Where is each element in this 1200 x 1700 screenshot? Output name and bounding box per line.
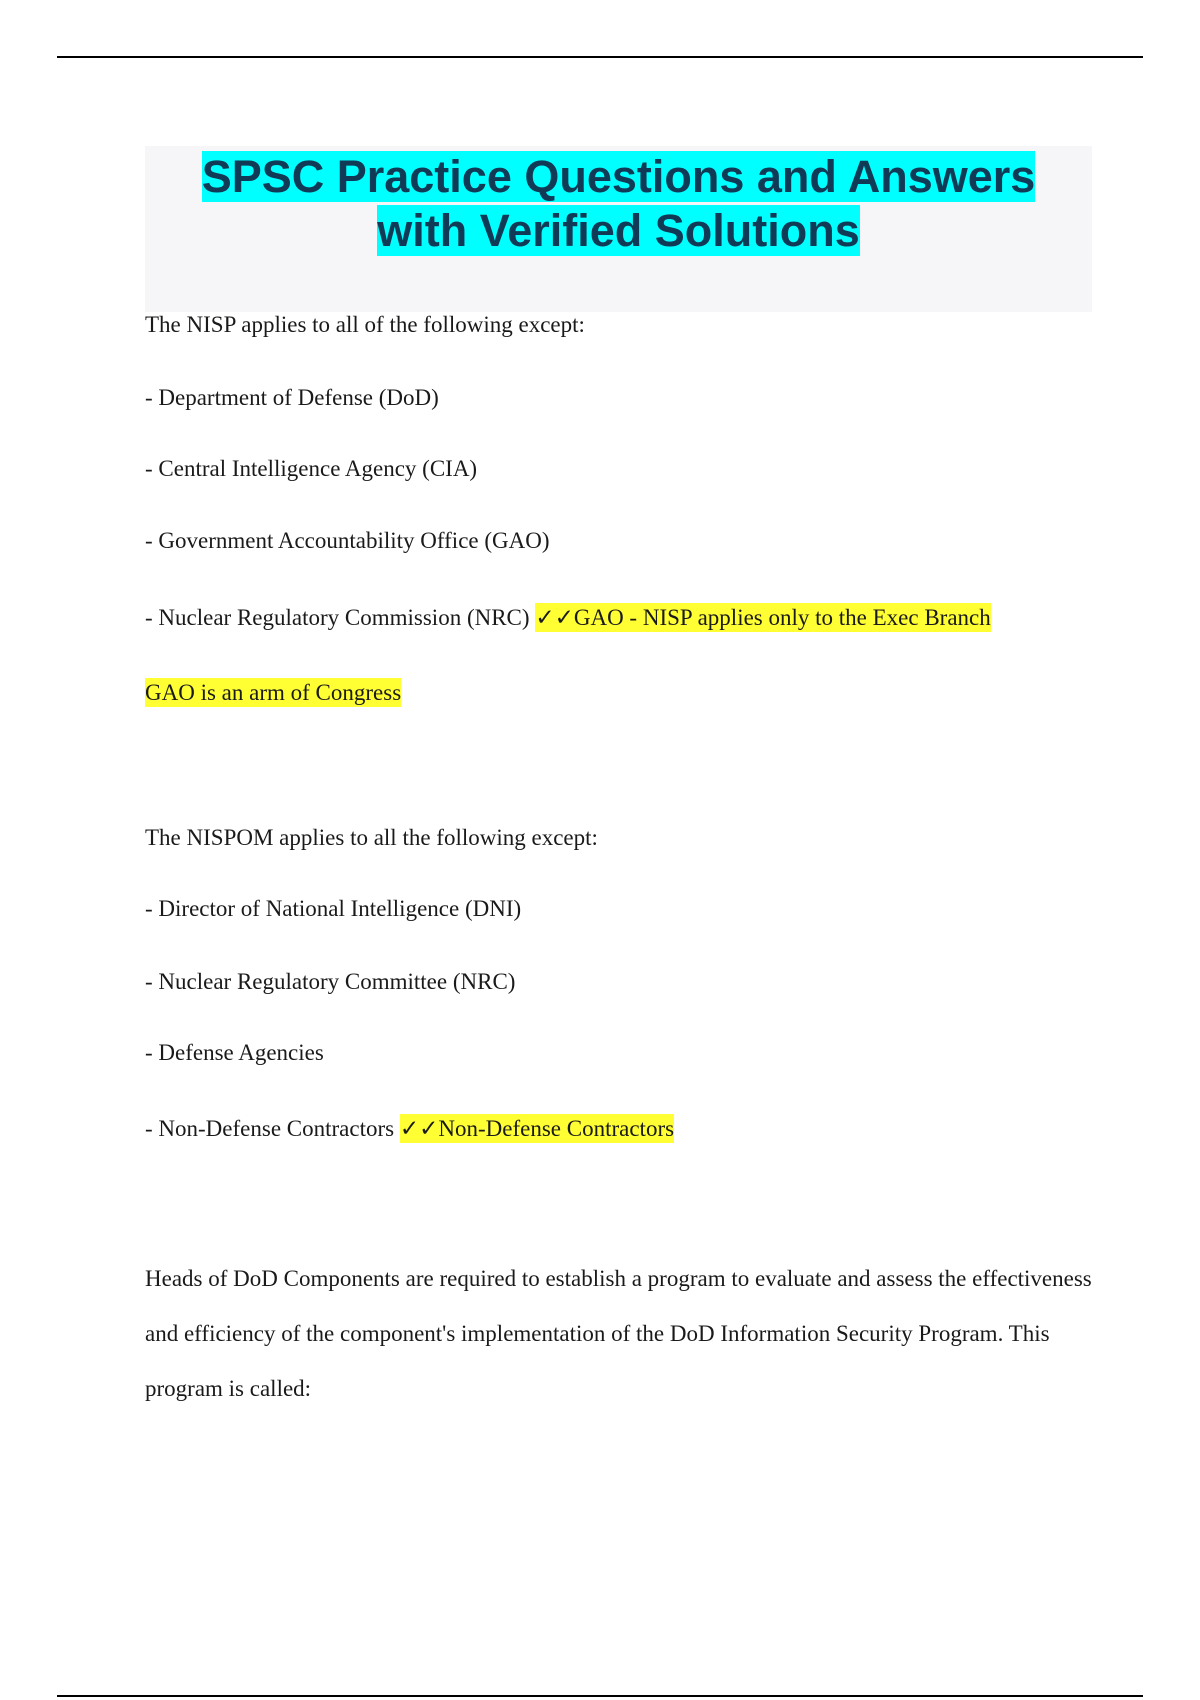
- q1-option-4: - Nuclear Regulatory Commission (NRC): [145, 605, 536, 630]
- q2-option-3: - Defense Agencies: [145, 1040, 324, 1065]
- title-line-1: SPSC Practice Questions and Answers: [201, 151, 1036, 202]
- q1-answer-line-2: [145, 678, 401, 708]
- q3-question: Heads of DoD Components are required to establish a program to evaluate and assess the effectiveness and efficiency of the component's implementation of the DoD Information Security Program. This program is called:: [145, 1266, 1092, 1401]
- q2-question: The NISPOM applies to all the following except:: [145, 825, 598, 850]
- q2-option-1: - Director of National Intelligence (DNI): [145, 896, 522, 921]
- title-line-2: with Verified Solutions: [377, 205, 860, 256]
- q1-question: The NISP applies to all of the following except:: [145, 312, 585, 337]
- q1-option-1: - Department of Defense (DoD): [145, 385, 439, 410]
- q2-answer: ✓✓Non-Defense Contractors: [399, 1116, 675, 1141]
- q2-option-4: - Non-Defense Contractors: [145, 1116, 400, 1141]
- q2-option-2: - Nuclear Regulatory Committee (NRC): [145, 969, 516, 994]
- q1-option-3: - Government Accountability Office (GAO): [145, 528, 550, 553]
- title-block: [145, 146, 1092, 312]
- q1-answer-part-2: GAO is an arm of Congress: [145, 680, 402, 705]
- document-title: [145, 146, 1092, 258]
- page-top-rule: [57, 56, 1143, 58]
- q1-answer-part-1: ✓✓GAO - NISP applies only to the Exec Branch: [535, 605, 991, 630]
- page-bottom-rule: [57, 1695, 1143, 1697]
- q1-option-2: - Central Intelligence Agency (CIA): [145, 456, 478, 481]
- q1-option-4-line: [145, 603, 991, 633]
- q2-option-4-line: [145, 1114, 674, 1144]
